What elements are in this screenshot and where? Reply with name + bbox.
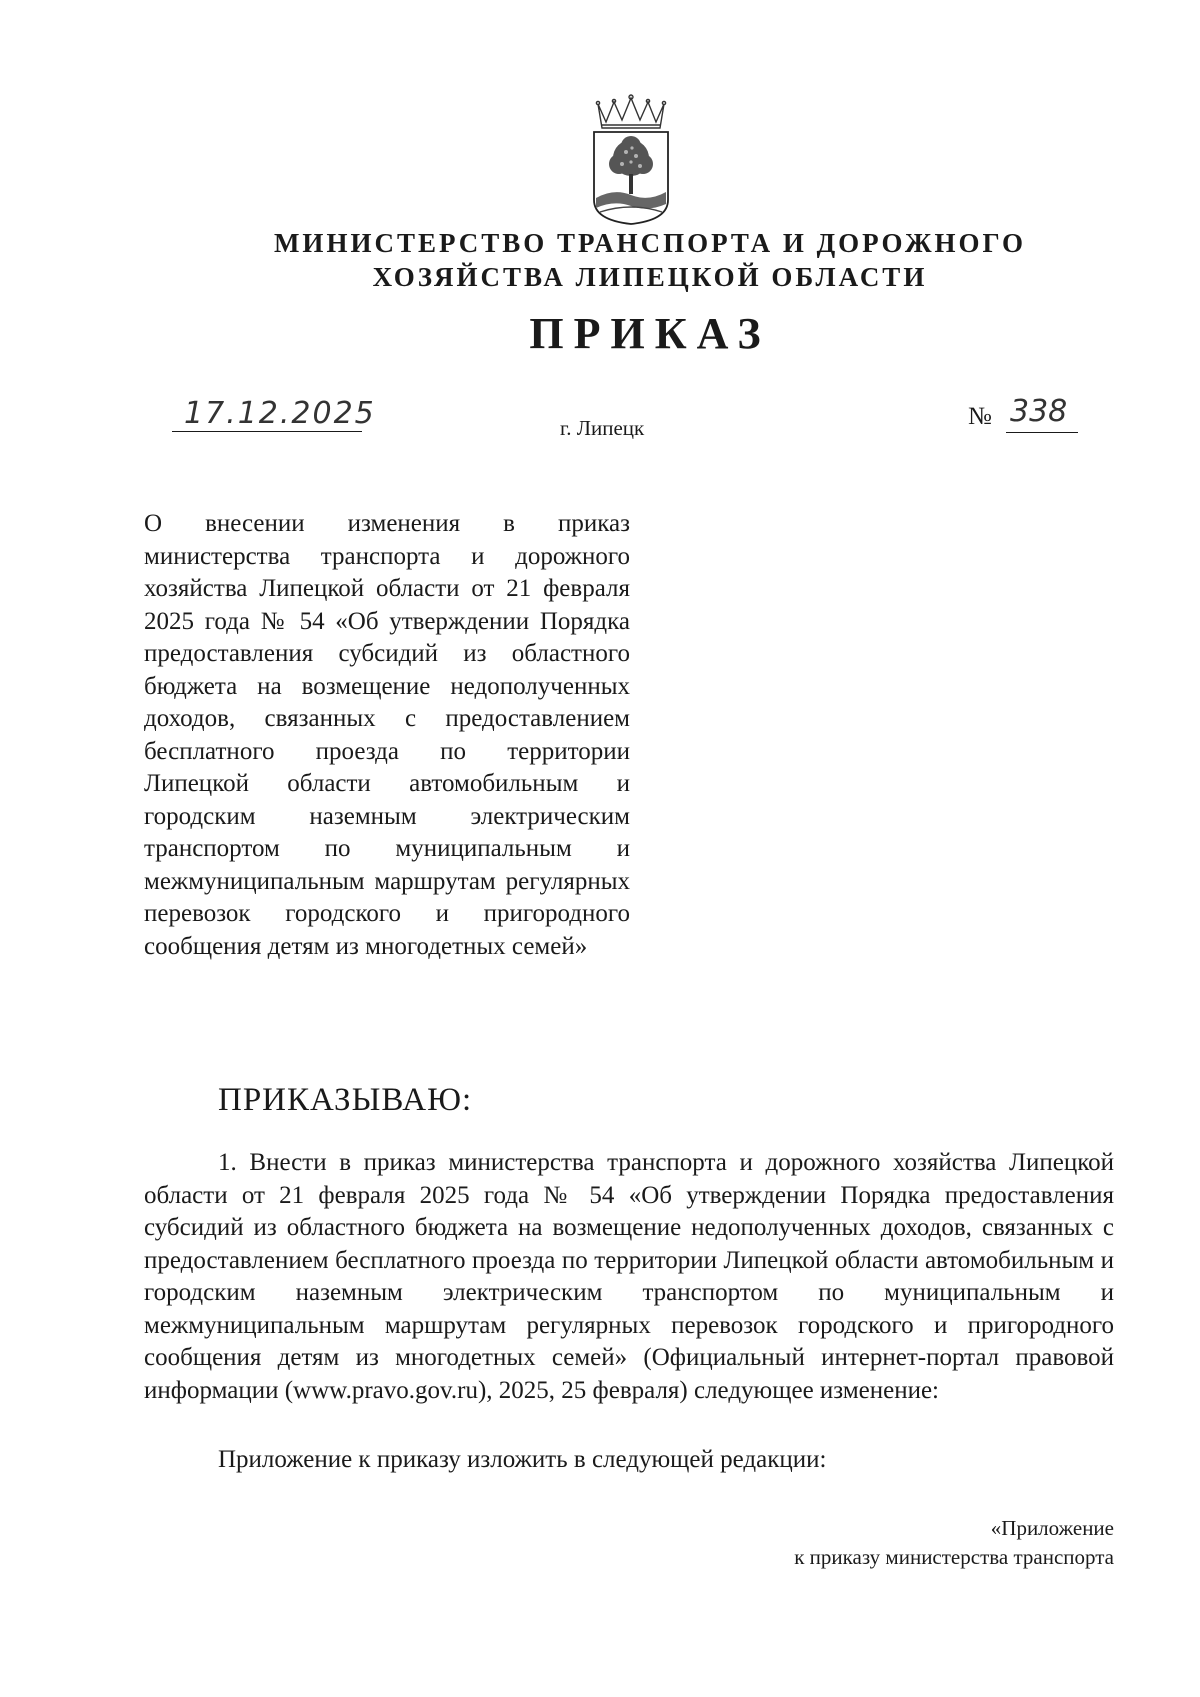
date-underline bbox=[172, 431, 362, 432]
document-number: 338 bbox=[1010, 394, 1068, 429]
organization-name-line1: МИНИСТЕРСТВО ТРАНСПОРТА И ДОРОЖНОГО bbox=[273, 228, 1027, 258]
number-underline bbox=[1006, 432, 1078, 433]
organization-name-line2: ХОЗЯЙСТВА ЛИПЕЦКОЙ ОБЛАСТИ bbox=[372, 262, 928, 292]
document-date: 17.12.2025 bbox=[184, 396, 376, 431]
document-type-title: ПРИКАЗ bbox=[529, 309, 771, 358]
appendix-title: «Приложение bbox=[990, 1516, 1114, 1540]
lipetsk-coat-of-arms-icon bbox=[586, 92, 676, 227]
order-heading: ПРИКАЗЫВАЮ: bbox=[218, 1082, 473, 1118]
appendix-subtitle: к приказу министерства транспорта bbox=[794, 1545, 1114, 1569]
number-label: № bbox=[968, 403, 992, 430]
document-city: г. Липецк bbox=[560, 416, 645, 440]
body-paragraph-2: Приложение к приказу изложить в следующей редакции: bbox=[218, 1446, 827, 1473]
document-subject: О внесении изменения в приказ министерства транспорта и дорожного хозяйства Липецкой области от 21 февраля 2025 года № 54 «Об утверждении Порядка предоставления субсидий из областного бюджета на возмещение недополученных доходов, связанных с предоставлением бесплатного проезда по территории Липецкой области автомобильным и городским наземным электрическим транспортом по муниципальным и межмуниципальным маршрутам регулярных перевозок городского и пригородного сообщения детям из многодетных семей» bbox=[144, 510, 630, 960]
body-paragraph-1: 1. Внести в приказ министерства транспорта и дорожного хозяйства Липецкой области от 21 февраля 2025 года № 54 «Об утверждении Порядка предоставления субсидий из областного бюджета на возмещение недополученных доходов, связанных с предоставлением бесплатного проезда по территории Липецкой области автомобильным и городским наземным электрическим транспортом по муниципальным и межмуниципальным маршрутам регулярных перевозок городского и пригородного сообщения детям из многодетных семей» (Официальный интернет-портал правовой информации (www.pravo.gov.ru), 2025, 25 февраля) следующее изменение: bbox=[144, 1149, 1114, 1404]
